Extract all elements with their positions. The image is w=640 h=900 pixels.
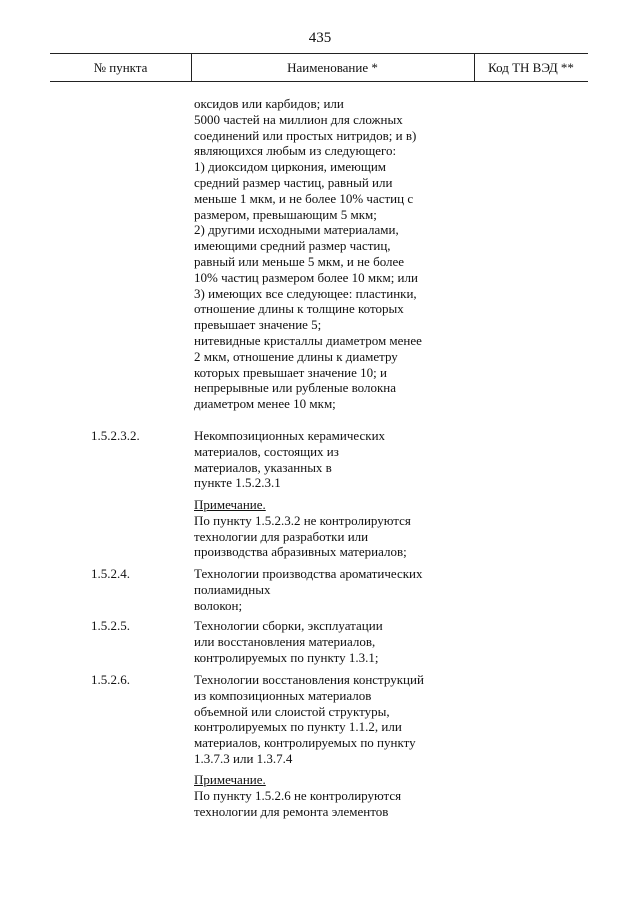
entry-number: 1.5.2.3.2. [91,428,140,443]
text-line: производства абразивных материалов; [194,544,407,560]
text-line: которых превышает значение 10; и [194,364,387,380]
note-title: Примечание. [194,497,266,512]
entry-note [194,497,474,560]
entry-text [194,428,474,491]
text-line: По пункту 1.5.2.6 не контролируются [194,787,402,803]
entry-text [194,566,474,613]
text-line: 3) имеющих все следующее: пластинки, [194,285,417,301]
text-line: Технологии восстановления конструкций [194,672,424,687]
text-line: 1.3.7.3 или 1.3.7.4 [194,750,293,766]
header-item-code: Код ТН ВЭД ** [488,60,574,75]
text-line: Некомпозиционных керамических [194,428,386,443]
entry-number: 1.5.2.4. [91,566,130,581]
entry-number: 1.5.2.5. [91,618,130,633]
page-number: 435 [308,30,332,46]
text-line: превышает значение 5; [194,317,322,333]
text-line: соединений или простых нитридов; и в) [194,127,417,143]
text-line: материалов, контролируемых по пункту [194,735,416,751]
text-line: непрерывные или рубленые волокна [194,380,397,396]
text-line: нитевидные кристаллы диаметром менее [194,332,422,348]
note-title: Примечание. [194,772,266,787]
entry-text [194,618,474,665]
entry-text [194,672,474,767]
text-line: 1) диоксидом циркония, имеющим [194,159,387,175]
text-line: или восстановления материалов, [194,633,376,649]
header-item-number: № пункта [50,54,192,81]
continuation-text [194,96,474,412]
text-line: 5000 частей на миллион для сложных [194,111,403,127]
text-line: 2) другими исходными материалами, [194,222,399,238]
text-line: материалов, указанных в [194,459,332,475]
text-line: технологии для разработки или [194,528,369,544]
header-item-name: Наименование * [191,54,475,81]
text-line: средний размер частиц, равный или [194,174,393,190]
text-line: имеющими средний размер частиц, [194,238,391,254]
text-line: равный или меньше 5 мкм, и не более [194,253,405,269]
text-line: размером, превышающим 5 мкм; [194,206,377,222]
text-line: объемной или слоистой структуры, [194,703,390,719]
entry-note [194,772,474,819]
text-line: контролируемых по пункту 1.3.1; [194,649,379,665]
table-header [50,53,588,82]
text-line: из композиционных материалов [194,687,372,703]
text-line: технологии для ремонта элементов [194,803,389,819]
text-line: диаметром менее 10 мкм; [194,396,336,412]
text-line: По пункту 1.5.2.3.2 не контролируются [194,512,411,528]
text-line: отношение длины к толщине которых [194,301,404,317]
text-line: пункте 1.5.2.3.1 [194,475,281,491]
text-line: полиамидных [194,581,271,597]
text-line: Технологии производства ароматических [194,566,423,581]
text-line: контролируемых по пункту 1.1.2, или [194,719,402,735]
text-line: 2 мкм, отношение длины к диаметру [194,348,398,364]
entry-number: 1.5.2.6. [91,672,130,687]
text-line: волокон; [194,597,243,613]
text-line: Технологии сборки, эксплуатации [194,618,383,633]
text-line: материалов, состоящих из [194,443,339,459]
text-line: оксидов или карбидов; или [194,96,344,111]
text-line: являющихся любым из следующего: [194,143,397,159]
text-line: меньше 1 мкм, и не более 10% частиц с [194,190,414,206]
text-line: 10% частиц размером более 10 мкм; или [194,269,418,285]
